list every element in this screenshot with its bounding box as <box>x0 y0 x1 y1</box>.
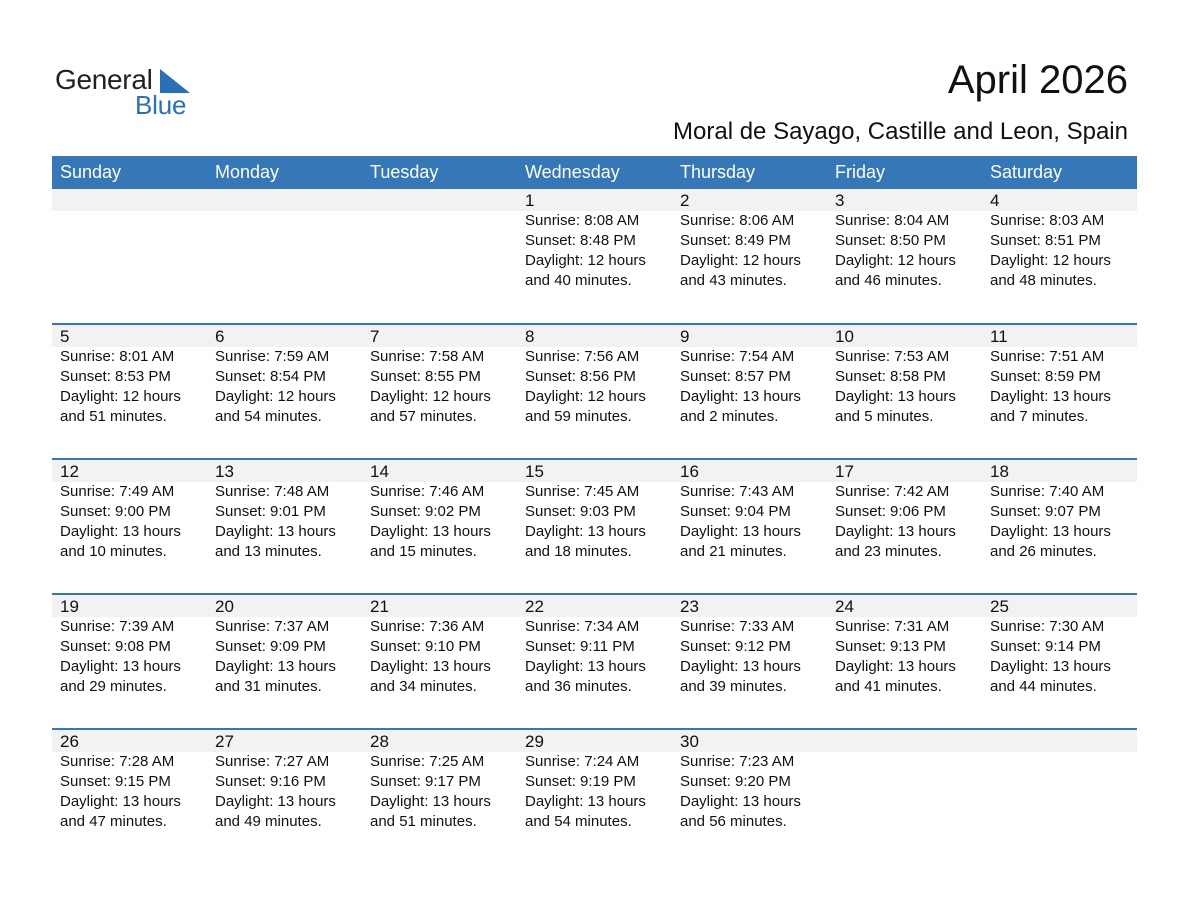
day-daylight2: and 49 minutes. <box>215 813 322 830</box>
day-sunset: Sunset: 9:03 PM <box>525 503 636 520</box>
day-number: 10 <box>827 325 982 347</box>
day-daylight1: Daylight: 12 hours <box>525 252 646 269</box>
day-cell-20 <box>207 595 362 728</box>
day-daylight2: and 18 minutes. <box>525 543 632 560</box>
day-daylight2: and 7 minutes. <box>990 408 1089 425</box>
day-daylight1: Daylight: 12 hours <box>680 252 801 269</box>
weekday-saturday: Saturday <box>990 162 1063 182</box>
weekday-tuesday: Tuesday <box>370 162 439 182</box>
day-number: 30 <box>672 730 827 752</box>
day-daylight1: Daylight: 13 hours <box>370 793 491 810</box>
page-title: April 2026 <box>947 58 1128 102</box>
day-sunset: Sunset: 8:51 PM <box>990 232 1101 249</box>
day-daylight1: Daylight: 13 hours <box>680 793 801 810</box>
day-number: 21 <box>362 595 517 617</box>
day-sunrise: Sunrise: 8:01 AM <box>60 348 175 365</box>
day-cell-30 <box>672 730 827 863</box>
day-number: 20 <box>207 595 362 617</box>
day-sunrise: Sunrise: 7:37 AM <box>215 618 330 635</box>
day-number: 27 <box>207 730 362 752</box>
day-daylight2: and 54 minutes. <box>525 813 632 830</box>
empty-day-cell <box>52 189 207 323</box>
day-daylight1: Daylight: 13 hours <box>680 388 801 405</box>
day-sunset: Sunset: 8:53 PM <box>60 368 171 385</box>
day-sunset: Sunset: 9:11 PM <box>525 638 635 655</box>
day-cell-18 <box>982 460 1137 593</box>
day-sunrise: Sunrise: 7:31 AM <box>835 618 950 635</box>
day-sunrise: Sunrise: 7:42 AM <box>835 483 950 500</box>
day-sunset: Sunset: 9:06 PM <box>835 503 946 520</box>
day-sunrise: Sunrise: 7:33 AM <box>680 618 795 635</box>
day-number: 13 <box>207 460 362 482</box>
day-cell-22 <box>517 595 672 728</box>
day-sunrise: Sunrise: 7:39 AM <box>60 618 175 635</box>
day-number: 3 <box>827 189 982 211</box>
day-number: 11 <box>982 325 1137 347</box>
day-cell-11 <box>982 325 1137 458</box>
day-number: 1 <box>517 189 672 211</box>
day-sunset: Sunset: 9:19 PM <box>525 773 636 790</box>
day-daylight2: and 23 minutes. <box>835 543 942 560</box>
week-row <box>52 728 1137 863</box>
day-sunrise: Sunrise: 8:06 AM <box>680 212 795 229</box>
day-sunrise: Sunrise: 7:56 AM <box>525 348 640 365</box>
day-sunrise: Sunrise: 7:43 AM <box>680 483 795 500</box>
day-number: 2 <box>672 189 827 211</box>
day-daylight2: and 21 minutes. <box>680 543 787 560</box>
day-daylight2: and 44 minutes. <box>990 678 1097 695</box>
day-sunset: Sunset: 9:13 PM <box>835 638 946 655</box>
day-sunset: Sunset: 8:57 PM <box>680 368 791 385</box>
day-number: 23 <box>672 595 827 617</box>
day-cell-25 <box>982 595 1137 728</box>
day-cell-8 <box>517 325 672 458</box>
empty-day-cell <box>362 189 517 323</box>
day-daylight1: Daylight: 13 hours <box>835 523 956 540</box>
day-daylight1: Daylight: 13 hours <box>60 793 181 810</box>
day-daylight1: Daylight: 13 hours <box>835 388 956 405</box>
day-daylight1: Daylight: 13 hours <box>990 523 1111 540</box>
week-row <box>52 458 1137 593</box>
day-sunrise: Sunrise: 7:25 AM <box>370 753 485 770</box>
day-sunrise: Sunrise: 7:58 AM <box>370 348 485 365</box>
day-daylight2: and 36 minutes. <box>525 678 632 695</box>
day-cell-29 <box>517 730 672 863</box>
day-daylight1: Daylight: 12 hours <box>60 388 181 405</box>
day-daylight1: Daylight: 13 hours <box>990 658 1111 675</box>
day-sunset: Sunset: 9:15 PM <box>60 773 171 790</box>
day-sunset: Sunset: 9:09 PM <box>215 638 326 655</box>
day-cell-21 <box>362 595 517 728</box>
day-sunset: Sunset: 9:16 PM <box>215 773 326 790</box>
day-cell-3 <box>827 189 982 323</box>
day-number: 29 <box>517 730 672 752</box>
day-daylight2: and 57 minutes. <box>370 408 477 425</box>
day-daylight2: and 54 minutes. <box>215 408 322 425</box>
day-number: 18 <box>982 460 1137 482</box>
calendar-weeks <box>52 189 1137 863</box>
day-daylight2: and 47 minutes. <box>60 813 167 830</box>
day-cell-15 <box>517 460 672 593</box>
day-sunrise: Sunrise: 7:51 AM <box>990 348 1105 365</box>
day-daylight1: Daylight: 13 hours <box>215 793 336 810</box>
day-number: 4 <box>982 189 1137 211</box>
weekday-sunday: Sunday <box>60 162 122 182</box>
day-number: 15 <box>517 460 672 482</box>
day-number: 6 <box>207 325 362 347</box>
day-sunrise: Sunrise: 7:49 AM <box>60 483 175 500</box>
weekday-wednesday: Wednesday <box>525 162 620 182</box>
empty-day-band <box>362 189 517 211</box>
day-sunset: Sunset: 8:49 PM <box>680 232 791 249</box>
day-sunrise: Sunrise: 7:28 AM <box>60 753 175 770</box>
day-sunset: Sunset: 8:58 PM <box>835 368 946 385</box>
day-sunrise: Sunrise: 7:24 AM <box>525 753 640 770</box>
day-sunset: Sunset: 9:17 PM <box>370 773 481 790</box>
day-cell-28 <box>362 730 517 863</box>
day-sunset: Sunset: 8:50 PM <box>835 232 946 249</box>
day-sunset: Sunset: 8:55 PM <box>370 368 481 385</box>
day-sunset: Sunset: 9:10 PM <box>370 638 481 655</box>
day-sunrise: Sunrise: 8:04 AM <box>835 212 950 229</box>
empty-day-band <box>52 189 207 211</box>
day-cell-4 <box>982 189 1137 323</box>
day-sunrise: Sunrise: 7:53 AM <box>835 348 950 365</box>
day-daylight2: and 5 minutes. <box>835 408 934 425</box>
day-number: 14 <box>362 460 517 482</box>
day-daylight2: and 29 minutes. <box>60 678 167 695</box>
day-daylight1: Daylight: 13 hours <box>835 658 956 675</box>
day-daylight1: Daylight: 13 hours <box>525 523 646 540</box>
day-daylight1: Daylight: 13 hours <box>370 658 491 675</box>
day-sunrise: Sunrise: 8:03 AM <box>990 212 1105 229</box>
day-daylight1: Daylight: 13 hours <box>370 523 491 540</box>
day-sunrise: Sunrise: 7:40 AM <box>990 483 1105 500</box>
day-sunset: Sunset: 8:56 PM <box>525 368 636 385</box>
day-sunset: Sunset: 9:20 PM <box>680 773 791 790</box>
day-cell-7 <box>362 325 517 458</box>
empty-day-band <box>207 189 362 211</box>
day-number: 5 <box>52 325 207 347</box>
day-sunrise: Sunrise: 7:46 AM <box>370 483 485 500</box>
day-cell-5 <box>52 325 207 458</box>
day-sunrise: Sunrise: 7:34 AM <box>525 618 640 635</box>
day-sunset: Sunset: 9:04 PM <box>680 503 791 520</box>
day-sunset: Sunset: 9:14 PM <box>990 638 1101 655</box>
day-cell-6 <box>207 325 362 458</box>
day-daylight2: and 51 minutes. <box>370 813 477 830</box>
day-sunset: Sunset: 9:12 PM <box>680 638 791 655</box>
day-cell-23 <box>672 595 827 728</box>
day-daylight1: Daylight: 13 hours <box>680 658 801 675</box>
day-daylight1: Daylight: 12 hours <box>370 388 491 405</box>
empty-day-cell <box>827 730 982 863</box>
week-row <box>52 323 1137 458</box>
day-sunrise: Sunrise: 8:08 AM <box>525 212 640 229</box>
day-cell-12 <box>52 460 207 593</box>
day-sunset: Sunset: 8:54 PM <box>215 368 326 385</box>
day-sunrise: Sunrise: 7:23 AM <box>680 753 795 770</box>
day-cell-27 <box>207 730 362 863</box>
location-subtitle: Moral de Sayago, Castille and Leon, Spain <box>673 118 1128 145</box>
day-daylight2: and 34 minutes. <box>370 678 477 695</box>
day-daylight2: and 40 minutes. <box>525 272 632 289</box>
day-daylight1: Daylight: 13 hours <box>60 658 181 675</box>
day-cell-16 <box>672 460 827 593</box>
day-cell-19 <box>52 595 207 728</box>
empty-day-cell <box>207 189 362 323</box>
day-number: 9 <box>672 325 827 347</box>
day-daylight2: and 31 minutes. <box>215 678 322 695</box>
day-number: 24 <box>827 595 982 617</box>
day-sunrise: Sunrise: 7:48 AM <box>215 483 330 500</box>
day-daylight2: and 59 minutes. <box>525 408 632 425</box>
day-daylight1: Daylight: 13 hours <box>60 523 181 540</box>
week-row <box>52 189 1137 323</box>
day-number: 16 <box>672 460 827 482</box>
weekday-thursday: Thursday <box>680 162 756 182</box>
day-daylight1: Daylight: 12 hours <box>990 252 1111 269</box>
day-daylight2: and 41 minutes. <box>835 678 942 695</box>
day-cell-17 <box>827 460 982 593</box>
day-daylight1: Daylight: 12 hours <box>215 388 336 405</box>
weekday-monday: Monday <box>215 162 280 182</box>
day-daylight2: and 13 minutes. <box>215 543 322 560</box>
day-sunrise: Sunrise: 7:59 AM <box>215 348 330 365</box>
day-daylight2: and 56 minutes. <box>680 813 787 830</box>
day-daylight2: and 51 minutes. <box>60 408 167 425</box>
day-daylight1: Daylight: 13 hours <box>215 523 336 540</box>
day-number: 17 <box>827 460 982 482</box>
day-daylight1: Daylight: 12 hours <box>525 388 646 405</box>
day-sunset: Sunset: 9:00 PM <box>60 503 171 520</box>
day-sunrise: Sunrise: 7:27 AM <box>215 753 330 770</box>
day-sunset: Sunset: 9:02 PM <box>370 503 481 520</box>
day-sunrise: Sunrise: 7:54 AM <box>680 348 795 365</box>
day-daylight2: and 10 minutes. <box>60 543 167 560</box>
day-daylight2: and 26 minutes. <box>990 543 1097 560</box>
day-number: 25 <box>982 595 1137 617</box>
day-daylight1: Daylight: 13 hours <box>680 523 801 540</box>
day-number: 28 <box>362 730 517 752</box>
day-daylight2: and 46 minutes. <box>835 272 942 289</box>
day-sunrise: Sunrise: 7:45 AM <box>525 483 640 500</box>
day-cell-24 <box>827 595 982 728</box>
day-daylight1: Daylight: 13 hours <box>525 793 646 810</box>
day-number: 7 <box>362 325 517 347</box>
day-daylight2: and 43 minutes. <box>680 272 787 289</box>
day-sunset: Sunset: 9:07 PM <box>990 503 1101 520</box>
day-number: 19 <box>52 595 207 617</box>
day-number: 8 <box>517 325 672 347</box>
day-cell-9 <box>672 325 827 458</box>
day-cell-14 <box>362 460 517 593</box>
day-number: 26 <box>52 730 207 752</box>
day-sunrise: Sunrise: 7:30 AM <box>990 618 1105 635</box>
weekday-header <box>52 156 1137 189</box>
brand-logo <box>55 64 205 120</box>
day-daylight2: and 15 minutes. <box>370 543 477 560</box>
weekday-friday: Friday <box>835 162 886 182</box>
day-daylight1: Daylight: 13 hours <box>990 388 1111 405</box>
day-daylight2: and 2 minutes. <box>680 408 779 425</box>
day-sunset: Sunset: 9:08 PM <box>60 638 171 655</box>
day-cell-26 <box>52 730 207 863</box>
week-row <box>52 593 1137 728</box>
calendar-grid <box>52 156 1137 863</box>
day-cell-2 <box>672 189 827 323</box>
day-daylight1: Daylight: 13 hours <box>525 658 646 675</box>
day-cell-10 <box>827 325 982 458</box>
empty-day-cell <box>982 730 1137 863</box>
day-number: 22 <box>517 595 672 617</box>
day-cell-1 <box>517 189 672 323</box>
day-sunset: Sunset: 8:59 PM <box>990 368 1101 385</box>
day-daylight2: and 39 minutes. <box>680 678 787 695</box>
empty-day-band <box>982 730 1137 752</box>
day-sunrise: Sunrise: 7:36 AM <box>370 618 485 635</box>
day-cell-13 <box>207 460 362 593</box>
empty-day-band <box>827 730 982 752</box>
day-sunset: Sunset: 8:48 PM <box>525 232 636 249</box>
day-sunset: Sunset: 9:01 PM <box>215 503 326 520</box>
brand-blue-text: Blue <box>135 90 187 120</box>
day-daylight1: Daylight: 12 hours <box>835 252 956 269</box>
day-daylight2: and 48 minutes. <box>990 272 1097 289</box>
brand-general-text: General <box>55 64 153 95</box>
day-daylight1: Daylight: 13 hours <box>215 658 336 675</box>
day-number: 12 <box>52 460 207 482</box>
